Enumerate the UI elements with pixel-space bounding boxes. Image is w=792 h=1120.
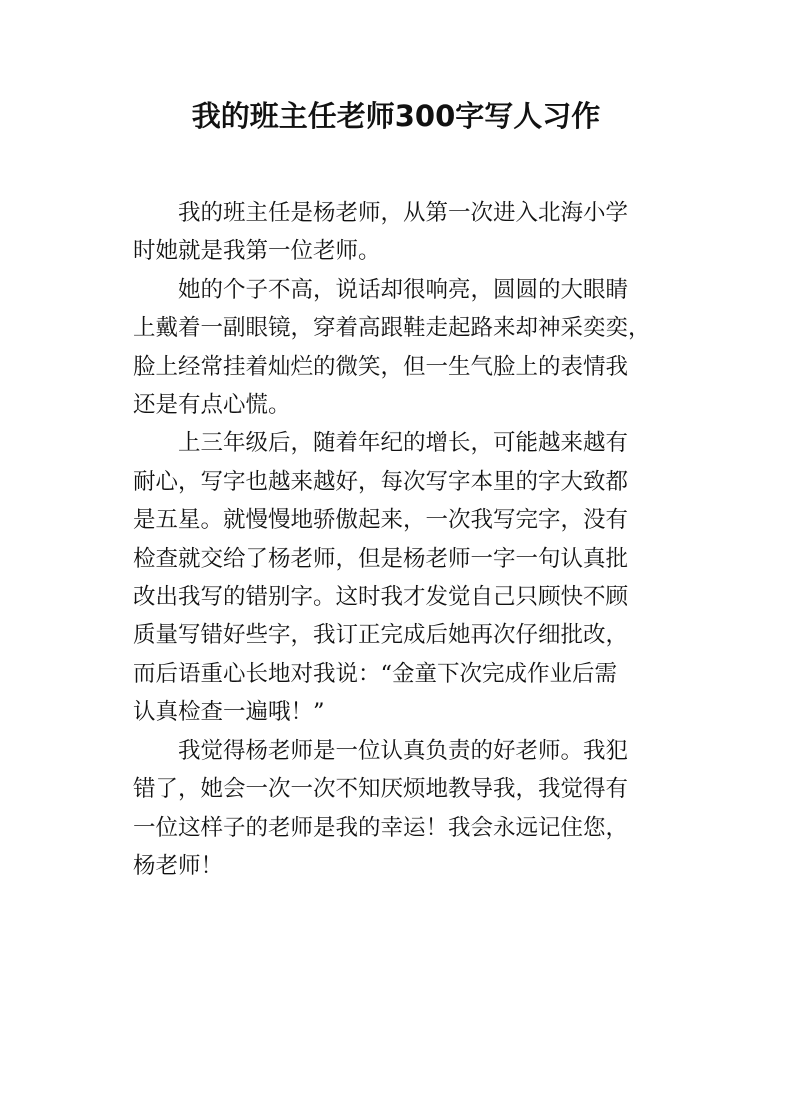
- paragraph-3: [133, 424, 666, 731]
- paragraph-4: [133, 732, 666, 886]
- text-line: 我觉得杨老师是一位认真负责的好老师。我犯: [178, 737, 629, 764]
- text-line: 我的班主任是杨老师，从第一次进入北海小学: [178, 200, 629, 226]
- text-line: 她的个子不高，说话却很响亮，圆圆的大眼睛: [178, 276, 629, 303]
- text-line: 一位这样子的老师是我的幸运！我会永远记住您，: [133, 814, 629, 841]
- document-body: [133, 194, 666, 885]
- text-line: 认真检查一遍哦！”: [133, 699, 325, 726]
- text-line: 上三年级后，随着年纪的增长，可能越来越有: [178, 430, 629, 457]
- text-line: 上戴着一副眼镜，穿着高跟鞋走起路来却神采奕奕，: [133, 315, 651, 342]
- text-line: 时她就是我第一位老师。: [133, 238, 381, 265]
- paragraph-2: [133, 271, 666, 425]
- paragraph-1: [133, 194, 666, 271]
- text-line: 脸上经常挂着灿烂的微笑，但一生气脸上的表情我: [133, 353, 629, 380]
- text-line: 耐心，写字也越来越好，每次写字本里的字大致都: [133, 468, 629, 495]
- document-title: 我的班主任老师300字写人习作: [191, 99, 601, 133]
- text-line: 而后语重心长地对我说：“金童下次完成作业后需: [133, 660, 618, 687]
- text-line: 错了，她会一次一次不知厌烦地教导我，我觉得有: [133, 776, 629, 803]
- text-line: 还是有点心慌。: [133, 392, 291, 419]
- text-line: 改出我写的错别字。这时我才发觉自己只顾快不顾: [133, 584, 629, 611]
- text-line: 是五星。就慢慢地骄傲起来，一次我写完字，没有: [133, 507, 629, 534]
- text-line: 质量写错好些字，我订正完成后她再次仔细批改，: [133, 622, 629, 649]
- text-line: 杨老师！: [133, 852, 224, 879]
- text-line: 检查就交给了杨老师，但是杨老师一字一句认真批: [133, 545, 629, 572]
